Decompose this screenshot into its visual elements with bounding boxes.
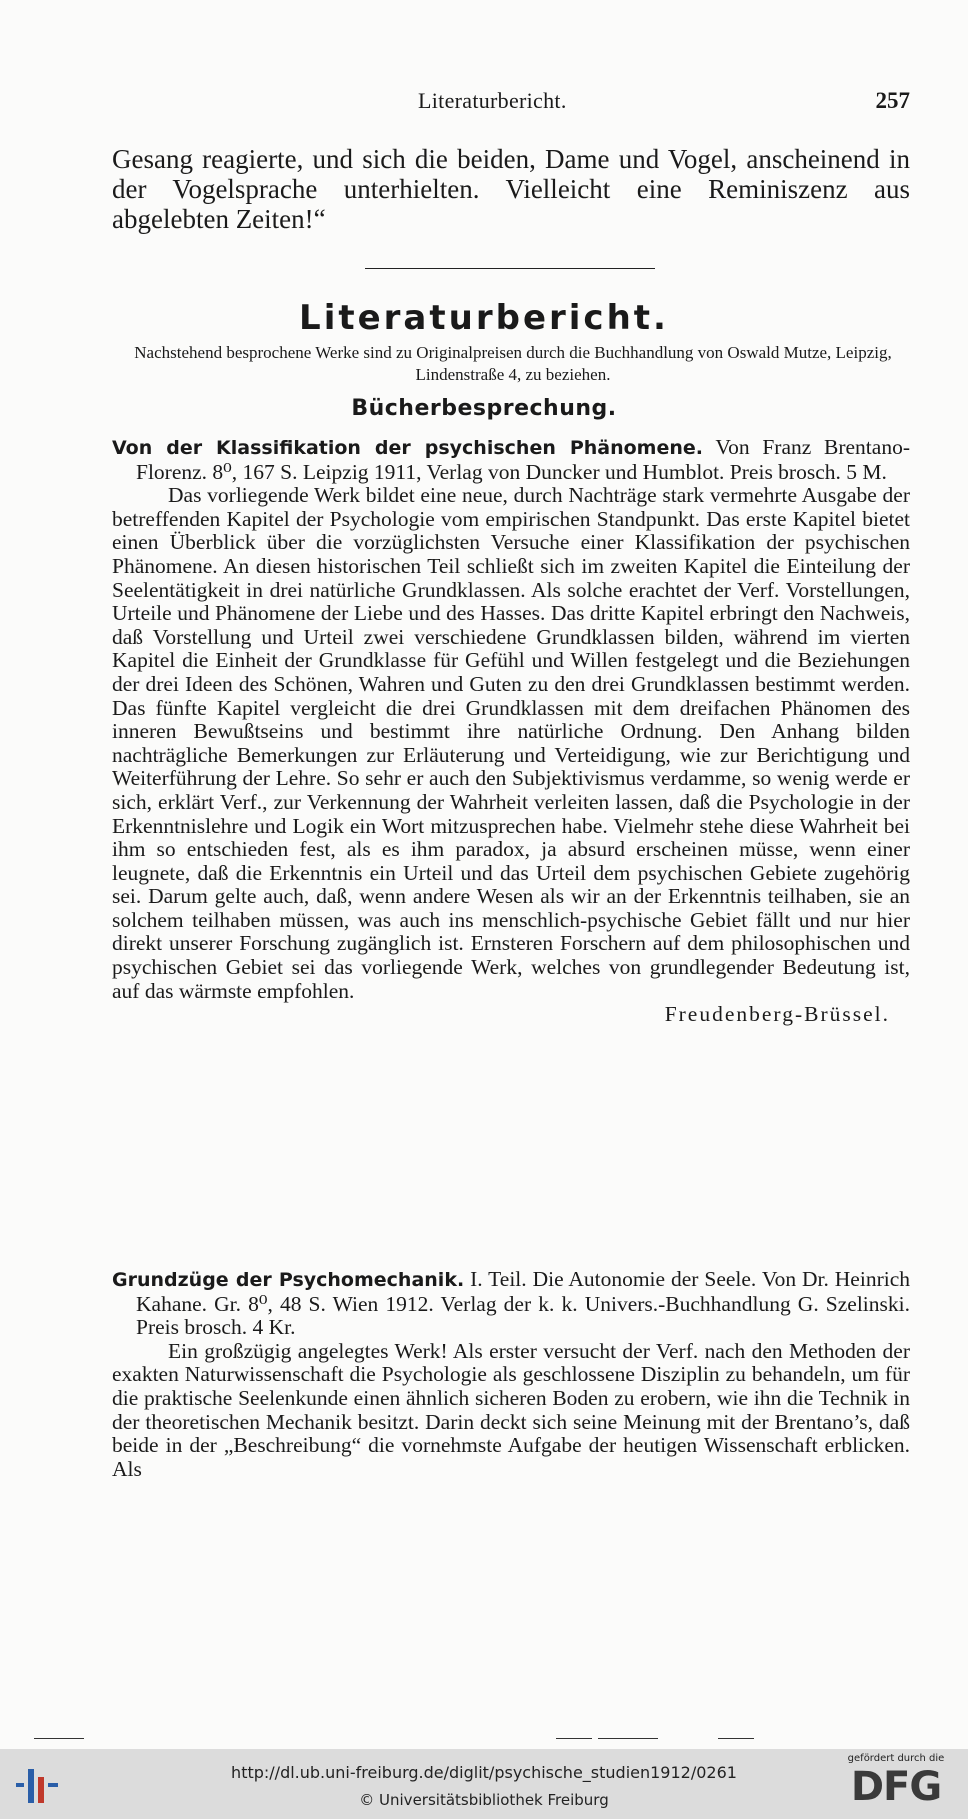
foot-rule	[34, 1738, 84, 1739]
review-body: Das vorliegende Werk bildet eine neue, durch Nachträge stark vermehrte Ausgabe der betreffenden Kapitel der Psychologie vom empirischen Standpunkt. Das erste Kapitel bietet einen Überblick über die vorzüglichsten Versuche einer Klassifikation der psychischen Phänomene. An diesen historischen Teil schließt sich im zweiten Kapitel die Einteilung der Seelentätigkeit in drei natürliche Grundklassen. Als solche erachtet der Verf. Vorstellungen, Urteile und Phänomene der Liebe und des Hasses. Das dritte Kapitel erbringt den Nachweis, daß Vorstellung und Urteil zwei verschiedene Grundklassen bilden, während im vierten Kapitel die Einheit der Grundklasse für Gefühl und Willen festgelegt und die Beziehungen der drei Ideen des Schönen, Wahren und Guten zu den drei Grundklassen bestimmt werden. Das fünfte Kapitel vergleicht die drei Grundklassen mit dem dreifachen Phänomen des inneren Bewußtseins und bestimmt ihre natürliche Ordnung. Den Anhang bilden nachträgliche Bemerkungen zur Erläuterung und Verteidigung, wie zur Berichtigung und Weiterführung der Lehre. So sehr er auch den Subjektivismus verdamme, so wenig werde er sich, erklärt Verf., zur Verkennung der Wahrheit verleiten lassen, daß die Psychologie in der Erkenntnislehre und Logik ein Wort mitzusprechen habe. Vielmehr stehe diese Wahrheit bei ihm so entschieden fest, als es ihm paradox, ja absurd erscheinen müsse, wenn einer leugnete, daß die Erkenntnis ein Urteil und das Urteil dem psychischen Gebiete zugehörig sei. Darum gelte auch, daß, wenn andere Wesen als wir an der Erkenntnis teilhaben, sie an solchem teilhaben müssen, was auch ins menschlich-psychische Gebiet fällt und nur hier direkt unserer Forschung zugänglich ist. Ernsteren Forschern auf dem philosophischen und psychischen Gebiet sei das vorliegende Werk, welches von grundlegender Bedeutung ist, auf das wärmste empfohlen.	[112, 483, 910, 1003]
review-entry	[112, 1268, 910, 1481]
copyright-notice: © Universitätsbibliothek Freiburg	[359, 1791, 609, 1809]
document-url[interactable]: http://dl.ub.uni-freiburg.de/diglit/psychische_studien1912/0261	[231, 1763, 737, 1782]
continuation-paragraph	[112, 144, 910, 234]
dfg-logo: DFG	[850, 1764, 942, 1810]
review-signature: Freudenberg-Brüssel.	[664, 1002, 890, 1027]
review-title: Grundzüge der Psychomechanik.	[112, 1269, 465, 1291]
section-note: Nachstehend besprochene Werke sind zu Originalpreisen durch die Buchhandlung von Oswald Mutze, Leipzig, Lindenstraße 4, zu beziehen.	[134, 343, 892, 384]
running-title: Literaturbericht.	[418, 88, 567, 113]
viewer-footer	[0, 1749, 968, 1819]
review-heading	[112, 436, 910, 484]
continuation-text: Gesang reagierte, und sich die beiden, Dame und Vogel, anscheinend in der Vogelsprache unterhielten. Vielleicht eine Reminiszenz aus abgelebten Zeiten!“	[112, 144, 910, 234]
foot-rule	[556, 1738, 592, 1739]
foot-rule	[598, 1738, 658, 1739]
dfg-badge[interactable]	[840, 1753, 952, 1815]
review-bibliographic: I. Teil. Die Autonomie der Seele. Von Dr. Heinrich Kahane. Gr. 8⁰, 48 S. Wien 1912. Verlag der k. k. Univers.-Buchhandlung G. Szelinski. Preis brosch. 4 Kr.	[136, 1267, 910, 1340]
review-bibliographic: Von Franz Brentano-Florenz. 8⁰, 167 S. Leipzig 1911, Verlag von Duncker und Humblot. Preis brosch. 5 M.	[136, 435, 910, 484]
page-foot-marks	[0, 1738, 968, 1742]
page-number: 257	[875, 88, 910, 113]
review-title: Von der Klassifikation der psychischen Phänomene.	[112, 437, 703, 459]
review-heading	[112, 1268, 910, 1340]
running-head	[0, 88, 968, 122]
review-body: Ein großzügig angelegtes Werk! Als erster versucht der Verf. nach den Methoden der exakten Naturwissenschaft die Psychologie als geschlossene Disziplin zu behandeln, um für die praktische Seelenkunde einen ähnlich sicheren Boden zu erobern, wie ihn die Technik in der theoretischen Mechanik besitzt. Darin deckt sich seine Meinung mit der Brentano’s, daß beide in der „Beschreibung“ die vornehmste Aufgabe der heutigen Wissenschaft erblicken. Als	[112, 1338, 910, 1481]
section-title: Literaturbericht.	[299, 298, 669, 338]
subheading: Bücherbesprechung.	[351, 396, 617, 421]
foot-rule	[718, 1738, 754, 1739]
review-entry	[112, 436, 910, 1027]
separator-rule	[365, 268, 655, 269]
dfg-caption: gefördert durch die	[847, 1753, 945, 1764]
